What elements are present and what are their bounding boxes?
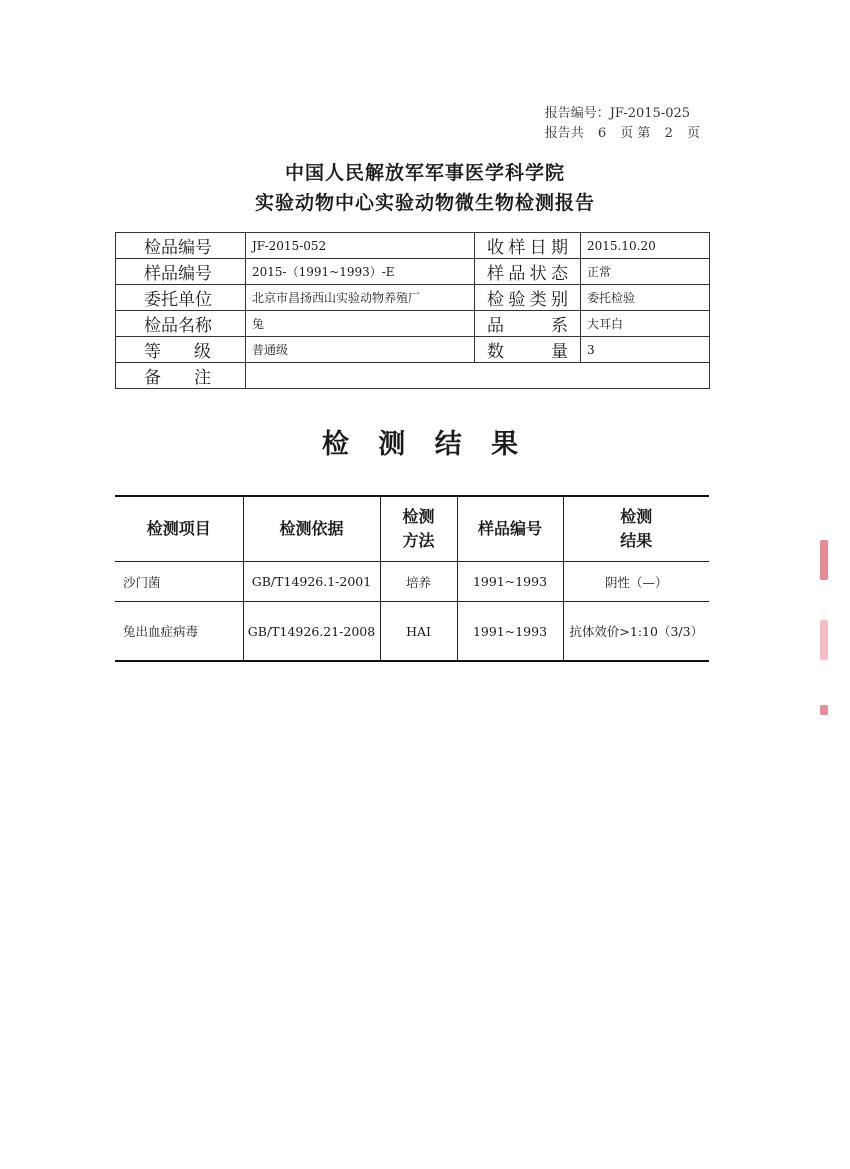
info-value: 普通级 — [246, 337, 475, 363]
sample-number: 1991~1993 — [457, 602, 563, 662]
page-count — [545, 124, 700, 144]
test-method: 培养 — [380, 562, 457, 602]
test-item: 沙门菌 — [115, 562, 243, 602]
info-label: 样品编号 — [116, 259, 246, 285]
info-row — [116, 311, 710, 337]
report-number: 报告编号：JF-2015-025 — [544, 106, 691, 121]
stamp-edge-mark — [820, 620, 828, 660]
stamp-edge-mark — [820, 540, 828, 580]
info-label: 检验类别 — [475, 285, 581, 311]
test-result: 阴性（—） — [563, 562, 709, 602]
info-value: JF-2015-052 — [246, 233, 475, 259]
info-value: 大耳白 — [581, 311, 710, 337]
header-result — [563, 496, 709, 562]
header-method-line: 方法 — [402, 531, 435, 550]
info-label: 委托单位 — [116, 285, 246, 311]
info-label: 品系 — [475, 311, 581, 337]
remarks-value — [246, 363, 710, 389]
info-value: 3 — [581, 337, 710, 363]
results-heading: 检 测 结 果 — [321, 429, 529, 460]
header-method — [380, 496, 457, 562]
info-label: 样品状态 — [475, 259, 581, 285]
info-value: 2015-（1991~1993）-E — [246, 259, 475, 285]
info-label: 备注 — [116, 363, 246, 389]
table-row — [115, 562, 709, 602]
header-sample: 样品编号 — [457, 496, 563, 562]
page-suffix: 页 — [686, 126, 700, 141]
info-row — [116, 285, 710, 311]
info-value: 兔 — [246, 311, 475, 337]
total-pages: 6 — [597, 126, 607, 141]
results-header-row — [115, 496, 709, 562]
info-value: 委托检验 — [581, 285, 710, 311]
test-basis: GB/T14926.21-2008 — [243, 602, 380, 662]
header-method-line: 检测 — [402, 507, 435, 526]
info-label: 检品名称 — [116, 311, 246, 337]
info-row — [116, 233, 710, 259]
current-page: 2 — [664, 126, 673, 141]
header-item: 检测项目 — [115, 496, 243, 562]
sample-info-table — [115, 232, 710, 389]
info-label: 收样日期 — [475, 233, 581, 259]
info-label: 检品编号 — [116, 233, 246, 259]
table-row — [115, 602, 709, 662]
test-method: HAI — [380, 602, 457, 662]
info-row — [116, 337, 710, 363]
header-basis: 检测依据 — [243, 496, 380, 562]
report-title: 实验动物中心实验动物微生物检测报告 — [254, 192, 595, 214]
info-row — [116, 363, 710, 389]
report-meta — [545, 104, 700, 144]
test-result: 抗体效价>1:10（3/3） — [563, 602, 709, 662]
info-label: 数量 — [475, 337, 581, 363]
sample-number: 1991~1993 — [457, 562, 563, 602]
info-value: 正常 — [581, 259, 710, 285]
results-table — [115, 495, 709, 662]
info-value: 2015.10.20 — [581, 233, 710, 259]
test-item: 兔出血症病毒 — [115, 602, 243, 662]
info-row — [116, 259, 710, 285]
test-basis: GB/T14926.1-2001 — [243, 562, 380, 602]
header-result-line: 结果 — [620, 531, 653, 550]
page-mid: 页 第 — [620, 126, 651, 141]
stamp-edge-mark — [820, 705, 828, 715]
header-result-line: 检测 — [620, 507, 653, 526]
info-label: 等级 — [116, 337, 246, 363]
info-value: 北京市昌扬西山实验动物养殖厂 — [246, 285, 475, 311]
page-prefix: 报告共 — [544, 126, 584, 141]
institution-title: 中国人民解放军军事医学科学院 — [284, 162, 565, 184]
